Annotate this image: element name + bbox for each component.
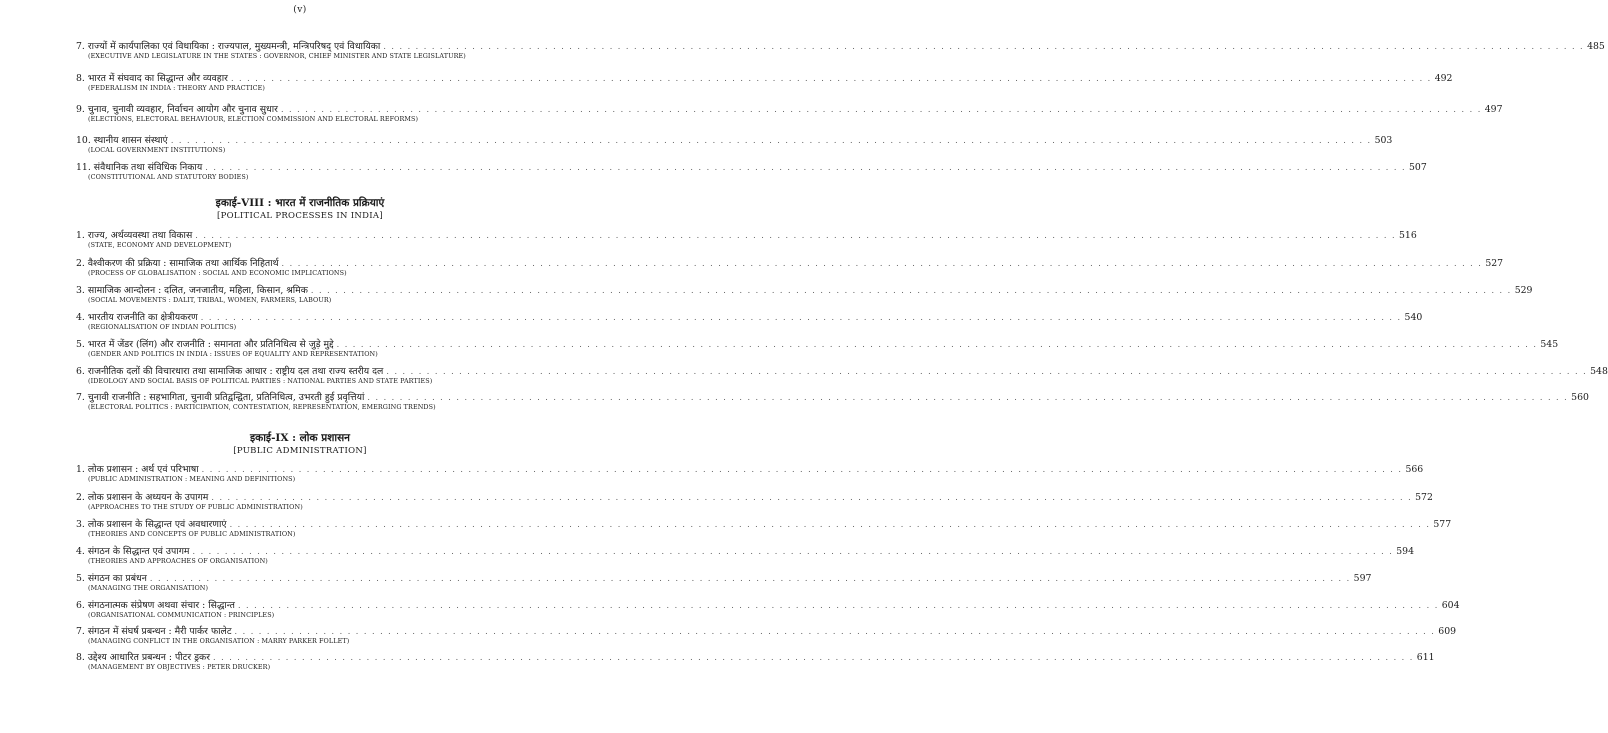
unit-heading: इकाई-VIII : भारत में राजनीतिक प्रक्रियाएं <box>215 197 385 209</box>
entry-subtitle: (ELECTIONS, ELECTORAL BEHAVIOUR, ELECTION COMMISSION AND ELECTORAL REFORMS) <box>88 115 419 123</box>
entry-subtitle: (THEORIES AND CONCEPTS OF PUBLIC ADMINISTRATION) <box>88 530 296 538</box>
dot-leader <box>282 258 1483 269</box>
entry-title: स्थानीय शासन संस्थाएं <box>93 135 168 146</box>
entry-number: 4. <box>76 546 85 557</box>
entry-subtitle: (IDEOLOGY AND SOCIAL BASIS OF POLITICAL PARTIES : NATIONAL PARTIES AND STATE PARTIES) <box>88 377 433 385</box>
toc-entry[interactable] <box>76 312 1423 331</box>
entry-subtitle: (CONSTITUTIONAL AND STATUTORY BODIES) <box>88 173 249 181</box>
entry-number: 5. <box>76 339 85 350</box>
dot-leader <box>193 546 1394 557</box>
entry-number: 2. <box>76 492 85 503</box>
entry-title: लोक प्रशासन के सिद्धान्त एवं अवधारणाएं <box>87 519 227 530</box>
entry-page: 604 <box>1441 600 1460 611</box>
dot-leader <box>238 600 1439 611</box>
entry-subtitle: (MANAGING CONFLICT IN THE ORGANISATION : MARRY PARKER FOLLET) <box>88 637 350 645</box>
toc-entry[interactable] <box>76 464 1424 483</box>
toc-entry[interactable] <box>76 392 1589 411</box>
entry-number: 3. <box>76 285 85 296</box>
entry-number: 5. <box>76 573 85 584</box>
entry-number: 8. <box>76 652 85 663</box>
toc-entry[interactable] <box>76 258 1504 277</box>
entry-page: 545 <box>1540 339 1559 350</box>
toc-entry[interactable] <box>76 652 1435 671</box>
entry-title: संगठन में संघर्ष प्रबन्धन : मैरी पार्कर फालेट <box>87 626 232 637</box>
entry-page: 572 <box>1415 492 1433 503</box>
dot-leader <box>230 519 1431 530</box>
dot-leader <box>231 73 1432 84</box>
dot-leader <box>337 339 1538 350</box>
unit-subheading: [PUBLIC ADMINISTRATION] <box>233 446 367 456</box>
entry-page: 503 <box>1374 135 1393 146</box>
entry-subtitle: (APPROACHES TO THE STUDY OF PUBLIC ADMINISTRATION) <box>88 503 303 511</box>
entry-subtitle: (MANAGEMENT BY OBJECTIVES : PETER DRUCKER) <box>88 663 271 671</box>
toc-entry[interactable] <box>76 285 1533 304</box>
entry-page: 594 <box>1396 546 1415 557</box>
entry-number: 6. <box>76 600 85 611</box>
entry-title: संगठनात्मक संप्रेषण अथवा संचार : सिद्धान्त <box>87 600 235 611</box>
page-number: (v) <box>293 5 307 15</box>
toc-entry[interactable] <box>76 600 1460 619</box>
entry-title: भारत में संघवाद का सिद्धान्त और व्यवहार <box>87 73 228 84</box>
toc-entry[interactable] <box>76 366 1608 385</box>
entry-page: 529 <box>1514 285 1533 296</box>
entry-number: 1. <box>76 464 85 475</box>
entry-number: 11. <box>76 162 91 173</box>
entry-subtitle: (MANAGING THE ORGANISATION) <box>88 584 209 592</box>
toc-entry[interactable] <box>76 626 1457 645</box>
entry-number: 4. <box>76 312 85 323</box>
dot-leader <box>311 285 1512 296</box>
dot-leader <box>202 464 1403 475</box>
entry-number: 1. <box>76 230 85 241</box>
entry-subtitle: (ELECTORAL POLITICS : PARTICIPATION, CONTESTATION, REPRESENTATION, EMERGING TRENDS) <box>88 403 436 411</box>
entry-title: लोक प्रशासन के अध्ययन के उपागम <box>87 492 209 503</box>
unit-heading: इकाई-IX : लोक प्रशासन <box>249 432 350 444</box>
dot-leader <box>205 162 1406 173</box>
entry-page: 597 <box>1353 573 1372 584</box>
entry-title: सामाजिक आन्दोलन : दलित, जनजातीय, महिला, किसान, श्रमिक <box>87 285 308 296</box>
toc-entry[interactable] <box>76 162 1427 181</box>
entry-number: 3. <box>76 519 85 530</box>
entry-title: संगठन के सिद्धान्त एवं उपागम <box>87 546 190 557</box>
entry-page: 527 <box>1485 258 1504 269</box>
entry-title: राज्यों में कार्यपालिका एवं विधायिका : राज्यपाल, मुख्यमन्त्री, मन्त्रिपरिषद् एवं विधायिका <box>87 41 381 52</box>
toc-entry[interactable] <box>76 135 1393 154</box>
entry-number: 9. <box>76 104 85 115</box>
unit-subheading: [POLITICAL PROCESSES IN INDIA] <box>217 211 383 221</box>
toc-entry[interactable] <box>76 492 1433 511</box>
entry-page: 577 <box>1433 519 1452 530</box>
entry-subtitle: (STATE, ECONOMY AND DEVELOPMENT) <box>88 241 232 249</box>
entry-page: 566 <box>1405 464 1424 475</box>
toc-entry[interactable] <box>76 546 1415 565</box>
entry-number: 7. <box>76 392 85 403</box>
entry-page: 485 <box>1587 41 1605 52</box>
entry-number: 8. <box>76 73 85 84</box>
dot-leader <box>386 366 1587 377</box>
entry-page: 560 <box>1571 392 1589 403</box>
entry-page: 492 <box>1434 73 1453 84</box>
entry-page: 540 <box>1404 312 1423 323</box>
entry-subtitle: (THEORIES AND APPROACHES OF ORGANISATION) <box>88 557 268 565</box>
dot-leader <box>171 135 1372 146</box>
toc-entry[interactable] <box>76 73 1453 92</box>
entry-subtitle: (SOCIAL MOVEMENTS : DALIT, TRIBAL, WOMEN, FARMERS, LABOUR) <box>88 296 332 304</box>
entry-title: संगठन का प्रबंधन <box>87 573 147 584</box>
entry-title: उद्देश्य आधारित प्रबन्धन : पीटर ड्रकर <box>87 652 211 663</box>
entry-number: 10. <box>76 135 91 146</box>
entry-number: 7. <box>76 626 85 637</box>
entry-page: 516 <box>1399 230 1417 241</box>
toc-entry[interactable] <box>76 573 1372 592</box>
entry-subtitle: (EXECUTIVE AND LEGISLATURE IN THE STATES : GOVERNOR, CHIEF MINISTER AND STATE LEGISLATURE) <box>88 52 466 60</box>
entry-subtitle: (LOCAL GOVERNMENT INSTITUTIONS) <box>88 146 226 154</box>
entry-subtitle: (PUBLIC ADMINISTRATION : MEANING AND DEFINITIONS) <box>88 475 296 483</box>
dot-leader <box>235 626 1436 637</box>
entry-number: 6. <box>76 366 85 377</box>
entry-title: लोक प्रशासन : अर्थ एवं परिभाषा <box>87 464 199 475</box>
entry-subtitle: (REGIONALISATION OF INDIAN POLITICS) <box>88 323 237 331</box>
entry-page: 611 <box>1416 652 1435 663</box>
toc-entry[interactable] <box>76 519 1452 538</box>
entry-title: राज्य, अर्थव्यवस्था तथा विकास <box>87 230 193 241</box>
entry-title: चुनाव, चुनावी व्यवहार, निर्वाचन आयोग और चुनाव सुधार <box>87 104 278 115</box>
entry-title: संवैधानिक तथा संविधिक निकाय <box>93 162 203 173</box>
entry-subtitle: (FEDERALISM IN INDIA : THEORY AND PRACTICE) <box>88 84 265 92</box>
entry-page: 548 <box>1590 366 1608 377</box>
dot-leader <box>367 392 1568 403</box>
toc-entry[interactable] <box>76 230 1417 249</box>
entry-subtitle: (ORGANISATIONAL COMMUNICATION : PRINCIPLES) <box>88 611 275 619</box>
dot-leader <box>150 573 1351 584</box>
dot-leader <box>213 652 1414 663</box>
dot-leader <box>211 492 1412 503</box>
entry-page: 507 <box>1409 162 1427 173</box>
toc-entry[interactable] <box>76 339 1559 358</box>
entry-number: 7. <box>76 41 85 52</box>
entry-title: वैश्वीकरण की प्रक्रिया : सामाजिक तथा आर्थिक निहितार्थ <box>87 258 279 269</box>
dot-leader <box>281 104 1482 115</box>
entry-number: 2. <box>76 258 85 269</box>
entry-page: 497 <box>1484 104 1503 115</box>
dot-leader <box>383 41 1584 52</box>
entry-page: 609 <box>1438 626 1457 637</box>
entry-title: भारत में जेंडर (लिंग) और राजनीति : समानता और प्रतिनिधित्व से जुड़े मुद्दे <box>87 339 334 350</box>
toc-entry[interactable] <box>76 41 1605 60</box>
entry-subtitle: (PROCESS OF GLOBALISATION : SOCIAL AND ECONOMIC IMPLICATIONS) <box>88 269 347 277</box>
entry-title: राजनीतिक दलों की विचारधारा तथा सामाजिक आधार : राष्ट्रीय दल तथा राज्य स्तरीय दल <box>87 366 384 377</box>
toc-entry[interactable] <box>76 104 1503 123</box>
dot-leader <box>195 230 1396 241</box>
entry-title: भारतीय राजनीति का क्षेत्रीयकरण <box>87 312 198 323</box>
dot-leader <box>201 312 1402 323</box>
entry-subtitle: (GENDER AND POLITICS IN INDIA : ISSUES OF EQUALITY AND REPRESENTATION) <box>88 350 378 358</box>
entry-title: चुनावी राजनीति : सहभागिता, चुनावी प्रतिद्वन्द्विता, प्रतिनिधित्व, उभरती हुई प्रवृत्तियां <box>87 392 365 403</box>
